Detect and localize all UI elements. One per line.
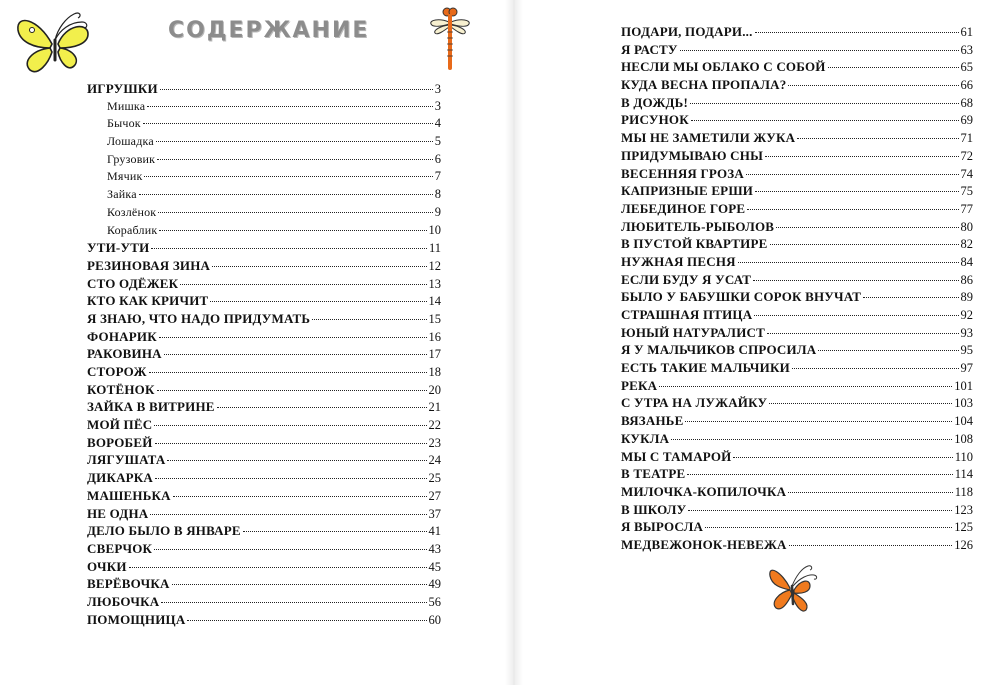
toc-entry xyxy=(621,200,973,218)
toc-dot-leader xyxy=(753,280,958,281)
toc-dot-leader xyxy=(155,443,427,444)
toc-dot-leader xyxy=(754,315,958,316)
toc-entry-page: 25 xyxy=(428,471,441,486)
toc-entry xyxy=(87,151,441,169)
toc-entry-page: 12 xyxy=(428,258,441,273)
toc-entry-title: КТО КАК КРИЧИТ xyxy=(87,293,209,309)
toc-entry-page: 49 xyxy=(428,577,441,592)
toc-entry xyxy=(87,115,441,133)
toc-entry-page: 6 xyxy=(434,151,441,166)
toc-entry-page: 103 xyxy=(954,396,973,411)
toc-entry-title: ПРИДУМЫВАЮ СНЫ xyxy=(621,147,764,163)
toc-dot-leader xyxy=(157,159,433,160)
toc-entry-page: 41 xyxy=(428,524,441,539)
toc-dot-leader xyxy=(789,545,953,546)
toc-entry-title: Козлёнок xyxy=(107,204,157,219)
toc-entry xyxy=(87,558,441,576)
toc-dot-leader xyxy=(755,32,959,33)
toc-entry-title: БЫЛО У БАБУШКИ СОРОК ВНУЧАТ xyxy=(621,289,862,305)
toc-entry-page: 101 xyxy=(954,378,973,393)
toc-entry xyxy=(621,483,973,501)
toc-entry-title: Грузовик xyxy=(107,151,156,166)
toc-entry-title: Я У МАЛЬЧИКОВ СПРОСИЛА xyxy=(621,342,817,358)
toc-dot-leader xyxy=(129,567,427,568)
toc-entry xyxy=(621,536,973,554)
toc-entry xyxy=(621,271,973,289)
toc-entry xyxy=(87,434,441,452)
toc-dot-leader xyxy=(157,390,427,391)
toc-dot-leader xyxy=(154,549,426,550)
toc-dot-leader xyxy=(690,103,959,104)
toc-entry-page: 22 xyxy=(428,418,441,433)
toc-entry-title: В ДОЖДЬ! xyxy=(621,94,688,110)
toc-dot-leader xyxy=(158,212,432,213)
toc-entry xyxy=(621,235,973,253)
toc-entry-page: 4 xyxy=(434,116,441,131)
toc-dot-leader xyxy=(863,297,958,298)
toc-dot-leader xyxy=(160,89,433,90)
toc-entry xyxy=(621,518,973,536)
toc-dot-leader xyxy=(156,141,433,142)
toc-dot-leader xyxy=(685,421,952,422)
toc-entry xyxy=(87,451,441,469)
toc-entry-title: В ПУСТОЙ КВАРТИРЕ xyxy=(621,236,768,252)
toc-entry xyxy=(87,222,441,240)
toc-entry-page: 7 xyxy=(434,169,441,184)
toc-entry xyxy=(621,377,973,395)
toc-entry-page: 11 xyxy=(428,241,441,256)
toc-dot-leader xyxy=(755,191,958,192)
toc-entry xyxy=(87,398,441,416)
toc-entry-title: ЕСЛИ БУДУ Я УСАТ xyxy=(621,271,752,287)
toc-entry-title: Мишка xyxy=(107,98,146,113)
toc-dot-leader xyxy=(161,602,426,603)
toc-entry-page: 123 xyxy=(954,502,973,517)
toc-entry-title: ФОНАРИК xyxy=(87,328,157,344)
toc-entry-title: Мячик xyxy=(107,169,143,184)
toc-entry-title: ЛЮБОЧКА xyxy=(87,593,160,609)
toc-entry-page: 77 xyxy=(960,201,973,216)
toc-entry-page: 69 xyxy=(960,113,973,128)
toc-entry xyxy=(87,363,441,381)
toc-dot-leader xyxy=(671,439,952,440)
toc-dot-leader xyxy=(149,372,427,373)
toc-dot-leader xyxy=(738,262,959,263)
toc-entry xyxy=(87,328,441,346)
page-title: СОДЕРЖАНИЕ xyxy=(168,18,370,43)
toc-entry-page: 108 xyxy=(954,431,973,446)
toc-entry-title: Я РАСТУ xyxy=(621,41,678,57)
toc-dot-leader xyxy=(769,403,952,404)
toc-entry-title: В ТЕАТРЕ xyxy=(621,466,686,482)
toc-entry-page: 110 xyxy=(954,449,973,464)
toc-dot-leader xyxy=(212,266,426,267)
toc-entry-page: 8 xyxy=(434,187,441,202)
toc-entry-page: 3 xyxy=(434,98,441,113)
toc-entry-page: 18 xyxy=(428,365,441,379)
toc-entry xyxy=(621,111,973,129)
toc-entry-title: МЫ С ТАМАРОЙ xyxy=(621,448,732,464)
toc-entry-page: 75 xyxy=(960,184,973,199)
toc-entry xyxy=(87,593,441,611)
toc-entry xyxy=(621,218,973,236)
toc-entry-page: 27 xyxy=(428,488,441,503)
toc-dot-leader xyxy=(767,333,959,334)
toc-entry xyxy=(621,253,973,271)
toc-entry-title: ПОМОЩНИЦА xyxy=(87,611,186,627)
toc-entry-page: 104 xyxy=(954,414,973,429)
toc-dot-leader xyxy=(144,176,432,177)
toc-dot-leader xyxy=(151,248,427,249)
toc-entry-title: РЕКА xyxy=(621,377,658,393)
toc-entry-title: ЛЕБЕДИНОЕ ГОРЕ xyxy=(621,200,746,216)
toc-dot-leader xyxy=(680,50,959,51)
toc-entry-page: 93 xyxy=(960,325,973,340)
toc-dot-leader xyxy=(243,531,427,532)
toc-entry xyxy=(621,430,973,448)
toc-entry xyxy=(621,465,973,483)
toc-dot-leader xyxy=(143,123,433,124)
toc-dot-leader xyxy=(688,510,952,511)
page-gutter xyxy=(505,0,523,685)
toc-entry-title: НЕ ОДНА xyxy=(87,505,149,521)
toc-entry-title: СТРАШНАЯ ПТИЦА xyxy=(621,307,753,322)
toc-dot-leader xyxy=(828,67,959,68)
toc-dot-leader xyxy=(747,209,958,210)
toc-entry-page: 89 xyxy=(960,290,973,305)
toc-entry xyxy=(87,204,441,222)
toc-entry-title: ВЕСЕННЯЯ ГРОЗА xyxy=(621,165,744,181)
toc-entry xyxy=(621,23,973,41)
toc-entry-page: 63 xyxy=(960,42,973,57)
toc-entry-page: 5 xyxy=(434,134,441,149)
toc-entry-title: Зайка xyxy=(107,187,137,202)
toc-entry-title: ЗАЙКА В ВИТРИНЕ xyxy=(87,399,215,415)
toc-entry xyxy=(87,98,441,116)
toc-entry-page: 43 xyxy=(428,541,441,556)
toc-entry-page: 126 xyxy=(954,537,973,552)
toc-dot-leader xyxy=(139,194,433,195)
toc-entry-page: 13 xyxy=(428,276,441,291)
toc-entry xyxy=(621,341,973,359)
toc-entry-title: КОТЁНОК xyxy=(87,381,155,397)
toc-dot-leader xyxy=(770,244,959,245)
toc-entry-page: 17 xyxy=(428,347,441,362)
toc-entry-page: 9 xyxy=(434,204,441,219)
toc-entry xyxy=(87,133,441,151)
toc-entry xyxy=(87,186,441,204)
toc-entry xyxy=(87,522,441,540)
toc-entry xyxy=(621,359,973,377)
toc-entry-title: СВЕРЧОК xyxy=(87,540,153,556)
toc-entry-page: 95 xyxy=(960,343,973,358)
toc-entry-page: 65 xyxy=(960,60,973,75)
toc-entry-title: РЕЗИНОВАЯ ЗИНА xyxy=(87,257,211,273)
toc-entry-title: Лошадка xyxy=(107,134,154,149)
toc-entry-title: МАШЕНЬКА xyxy=(87,487,171,503)
toc-entry-title: ДИКАРКА xyxy=(87,470,154,486)
toc-entry xyxy=(87,275,441,293)
toc-entry-title: Я ЗНАЮ, ЧТО НАДО ПРИДУМАТЬ xyxy=(87,310,311,326)
toc-entry-page: 3 xyxy=(434,82,441,96)
toc-entry-page: 45 xyxy=(428,559,441,574)
toc-entry-title: ВЯЗАНЬЕ xyxy=(621,413,684,429)
toc-entry xyxy=(621,501,973,519)
toc-entry-page: 118 xyxy=(954,484,973,499)
toc-entry-title: Бычок xyxy=(107,116,141,131)
toc-entry-title: ПОДАРИ, ПОДАРИ... xyxy=(621,24,753,39)
butterfly-orange-icon xyxy=(762,558,822,616)
toc-entry-page: 24 xyxy=(428,453,441,468)
toc-entry xyxy=(87,310,441,328)
toc-entry-page: 74 xyxy=(960,166,973,181)
toc-entry-page: 66 xyxy=(960,78,973,93)
toc-dot-leader xyxy=(180,284,426,285)
toc-dot-leader xyxy=(173,496,427,497)
butterfly-yellow-icon xyxy=(8,4,100,78)
toc-entry xyxy=(87,80,441,98)
toc-entry-title: ЛЯГУШАТА xyxy=(87,452,166,468)
toc-dot-leader xyxy=(210,301,426,302)
toc-entry-title: ВОРОБЕЙ xyxy=(87,434,153,450)
toc-entry xyxy=(621,94,973,112)
toc-dot-leader xyxy=(765,156,958,157)
toc-entry-title: МОЙ ПЁС xyxy=(87,417,153,433)
toc-dot-leader xyxy=(167,460,426,461)
toc-entry-title: Кораблик xyxy=(107,222,158,237)
toc-entry xyxy=(87,345,441,363)
toc-entry-title: УТИ-УТИ xyxy=(87,240,150,256)
toc-dot-leader xyxy=(155,478,426,479)
toc-right-column xyxy=(621,23,973,554)
toc-dot-leader xyxy=(788,85,958,86)
toc-entry-title: РИСУНОК xyxy=(621,112,689,128)
toc-entry-title: ЮНЫЙ НАТУРАЛИСТ xyxy=(621,324,765,340)
toc-dot-leader xyxy=(147,106,432,107)
toc-dot-leader xyxy=(659,386,952,387)
toc-dot-leader xyxy=(312,319,426,320)
toc-entry-title: МЫ НЕ ЗАМЕТИЛИ ЖУКА xyxy=(621,130,796,146)
toc-entry xyxy=(621,394,973,412)
toc-entry xyxy=(87,611,441,629)
toc-dot-leader xyxy=(788,492,952,493)
toc-entry-page: 84 xyxy=(960,254,973,269)
toc-entry xyxy=(621,147,973,165)
toc-entry xyxy=(621,76,973,94)
toc-entry-title: ИГРУШКИ xyxy=(87,81,158,96)
toc-entry-title: С УТРА НА ЛУЖАЙКУ xyxy=(621,395,768,411)
toc-left-column xyxy=(87,80,441,628)
toc-entry xyxy=(621,324,973,342)
toc-entry-title: Я ВЫРОСЛА xyxy=(621,519,704,535)
toc-entry xyxy=(87,487,441,505)
toc-dot-leader xyxy=(792,368,959,369)
toc-entry xyxy=(87,505,441,523)
toc-entry-title: КУКЛА xyxy=(621,430,670,446)
toc-entry-page: 56 xyxy=(428,594,441,609)
toc-entry-title: СТО ОДЁЖЕК xyxy=(87,275,179,291)
toc-entry xyxy=(87,239,441,257)
toc-dot-leader xyxy=(154,425,426,426)
toc-entry-title: НЕСЛИ МЫ ОБЛАКО С СОБОЙ xyxy=(621,59,826,75)
toc-dot-leader xyxy=(159,230,426,231)
toc-entry xyxy=(621,412,973,430)
toc-dot-leader xyxy=(797,138,958,139)
toc-entry-page: 71 xyxy=(960,131,973,146)
toc-entry-page: 60 xyxy=(428,612,441,627)
toc-dot-leader xyxy=(705,527,952,528)
toc-entry-page: 23 xyxy=(428,435,441,450)
toc-entry xyxy=(621,165,973,183)
toc-entry-title: В ШКОЛУ xyxy=(621,501,687,517)
toc-dot-leader xyxy=(217,407,427,408)
toc-dot-leader xyxy=(187,620,426,621)
toc-entry xyxy=(621,182,973,200)
toc-entry xyxy=(87,257,441,275)
toc-entry-page: 20 xyxy=(428,382,441,397)
toc-entry-title: МИЛОЧКА-КОПИЛОЧКА xyxy=(621,483,787,499)
toc-entry-page: 92 xyxy=(960,308,973,322)
toc-entry-page: 125 xyxy=(954,520,973,535)
toc-dot-leader xyxy=(746,174,959,175)
toc-entry xyxy=(621,41,973,59)
toc-dot-leader xyxy=(776,227,958,228)
toc-entry-page: 10 xyxy=(428,222,441,237)
toc-entry xyxy=(621,288,973,306)
toc-entry-title: ДЕЛО БЫЛО В ЯНВАРЕ xyxy=(87,523,241,539)
toc-entry-title: РАКОВИНА xyxy=(87,346,162,362)
toc-dot-leader xyxy=(172,584,427,585)
toc-entry-page: 21 xyxy=(428,400,441,415)
toc-entry xyxy=(621,306,973,324)
toc-entry xyxy=(87,168,441,186)
toc-entry-page: 15 xyxy=(428,311,441,326)
toc-entry xyxy=(87,416,441,434)
toc-dot-leader xyxy=(164,354,427,355)
toc-entry xyxy=(87,540,441,558)
toc-dot-leader xyxy=(150,514,426,515)
toc-entry-page: 72 xyxy=(960,148,973,163)
toc-entry xyxy=(87,575,441,593)
toc-entry-title: ВЕРЁВОЧКА xyxy=(87,576,170,592)
toc-entry-page: 80 xyxy=(960,219,973,234)
toc-entry-title: ОЧКИ xyxy=(87,558,127,574)
toc-entry-title: СТОРОЖ xyxy=(87,364,147,379)
toc-entry-page: 61 xyxy=(960,25,973,39)
toc-dot-leader xyxy=(733,457,952,458)
toc-entry-title: КАПРИЗНЫЕ ЕРШИ xyxy=(621,183,754,199)
toc-entry-page: 37 xyxy=(428,506,441,521)
toc-entry-page: 68 xyxy=(960,95,973,110)
toc-entry xyxy=(621,129,973,147)
toc-entry-title: ЛЮБИТЕЛЬ-РЫБОЛОВ xyxy=(621,218,775,234)
dragonfly-icon xyxy=(425,2,475,72)
toc-dot-leader xyxy=(818,350,958,351)
toc-dot-leader xyxy=(687,474,952,475)
toc-entry-page: 97 xyxy=(960,361,973,376)
toc-entry xyxy=(87,381,441,399)
toc-entry-title: ЕСТЬ ТАКИЕ МАЛЬЧИКИ xyxy=(621,360,790,376)
toc-entry-page: 86 xyxy=(960,272,973,287)
toc-entry xyxy=(621,448,973,466)
toc-dot-leader xyxy=(159,337,427,338)
toc-entry-page: 114 xyxy=(954,467,973,482)
toc-entry xyxy=(87,292,441,310)
toc-dot-leader xyxy=(691,120,959,121)
toc-entry-page: 16 xyxy=(428,329,441,344)
toc-entry xyxy=(87,469,441,487)
toc-entry-title: КУДА ВЕСНА ПРОПАЛА? xyxy=(621,77,787,93)
toc-entry-page: 14 xyxy=(428,294,441,309)
toc-entry-page: 82 xyxy=(960,237,973,252)
toc-entry-title: МЕДВЕЖОНОК-НЕВЕЖА xyxy=(621,536,787,552)
toc-entry xyxy=(621,58,973,76)
toc-entry-title: НУЖНАЯ ПЕСНЯ xyxy=(621,253,736,269)
